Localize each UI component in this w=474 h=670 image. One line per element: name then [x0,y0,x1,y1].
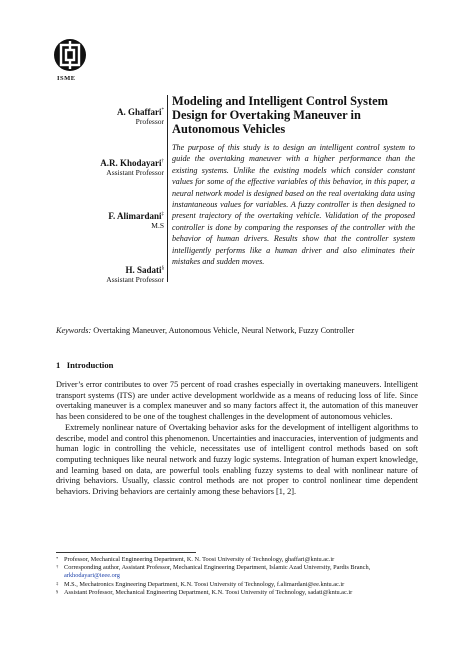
author-block [106,264,164,285]
footnote [56,556,424,564]
paragraph: Driver’s error contributes to over 75 percent of road crashes especially in overtaking maneuvers. Intelligent transport systems (ITS) are under active development worldwide as a means of reducing loss of life. Since overtaking maneuver is a complex maneuver and so many factors affect it, the automation of this maneuver has been considered to be one of the toughest challenges in the development of autonomous vehicles. [56,380,418,422]
section-number: 1 [56,360,61,370]
author-mark: * [161,108,164,113]
footnotes [56,556,424,597]
isme-logo-icon [53,38,87,72]
author-role: Professor [135,117,164,126]
footnote-mark: † [56,564,59,570]
footnote-rule [56,552,196,553]
abstract: The purpose of this study is to design an intelligent control system to guide the overtaking maneuver with a higher performance than the existing systems. Unlike the existing models which consider constant values for some of the effective variables of this behavior, in this paper, a neural network model is designed based on the real overtaking data using instantaneous values for variables. A fuzzy controller is then designed to present trajectory of the overtaking vehicle. Validation of the proposed controller is done by comparing the responses of the controller with the behavior of human drivers. Results show that the controller system intelligently performs like a human driver and also eliminates their mistakes and sudden moves. [172,143,415,267]
footnote [56,589,424,597]
footnote [56,581,424,589]
author-role: Assistant Professor [106,275,164,284]
author-name: A.R. Khodayari [100,158,162,168]
body-text [56,380,418,498]
footnote-text: Assistant Professor, Mechanical Engineering Department, K.N. Toosi University of Technology, sadati@kntu.ac.ir [64,588,353,596]
footnote-text: Professor, Mechanical Engineering Department, K. N. Toosi University of Technology, ghaffari@kntu.ac.ir [64,556,335,563]
paper-title: Modeling and Intelligent Control System Design for Overtaking Maneuver in Autonomous Vehicles [172,94,388,136]
keywords-text: Overtaking Maneuver, Autonomous Vehicle, Neural Network, Fuzzy Controller [91,326,355,335]
author-name: A. Ghaffari [117,107,162,117]
author-name: H. Sadati [125,265,162,275]
footnote-text: Corresponding author, Assistant Professor, Mechanical Engineering Department, Islamic Azad University, Pardis Branch, [64,564,371,572]
section-heading [56,360,113,370]
author-mark: § [161,266,164,271]
footnote-mark: § [56,588,59,594]
footnote [56,564,424,580]
author-block [100,157,164,178]
author-mark: ‡ [161,212,164,217]
author-role: M.S [151,221,164,230]
author-mark: † [161,159,164,164]
footnote-text: M.S., Mechatronics Engineering Department, K.N. Toosi University of Technology, f.alimardani@ee.kntu.ac.ir [64,580,345,588]
logo-text: ISME [57,75,76,82]
author-block [117,106,164,127]
author-name: F. Alimardani [108,211,162,221]
footnote-mark: ‡ [56,580,59,586]
author-role: Assistant Professor [106,168,164,177]
divider [167,95,168,282]
keywords-label: Keywords: [56,326,92,335]
footnote-mark: * [56,556,59,561]
paragraph: Extremely nonlinear nature of Overtaking behavior asks for the development of intelligent algorithms to describe, model and control this phenomenon. Uncertainties and inaccuracies, intervention of judgments and human logic in controlling the vehicle, necessitates use of intelligent control methods based on soft computing techniques like neural network and fuzzy logic systems. Integration of human expert knowledge, and learning based on data, are powerful tools enabling fuzzy systems to deal with nonlinear nature of driving behaviors. Usually, classic control methods are not proper to control nonlinear time dependent behaviors. Driving behaviors are certainly among these behaviors [1, 2]. [56,422,418,497]
section-title: Introduction [66,360,114,370]
author-block [108,210,164,231]
email-link[interactable]: arkhodayari@ieee.org [64,572,120,580]
keywords [56,326,426,335]
